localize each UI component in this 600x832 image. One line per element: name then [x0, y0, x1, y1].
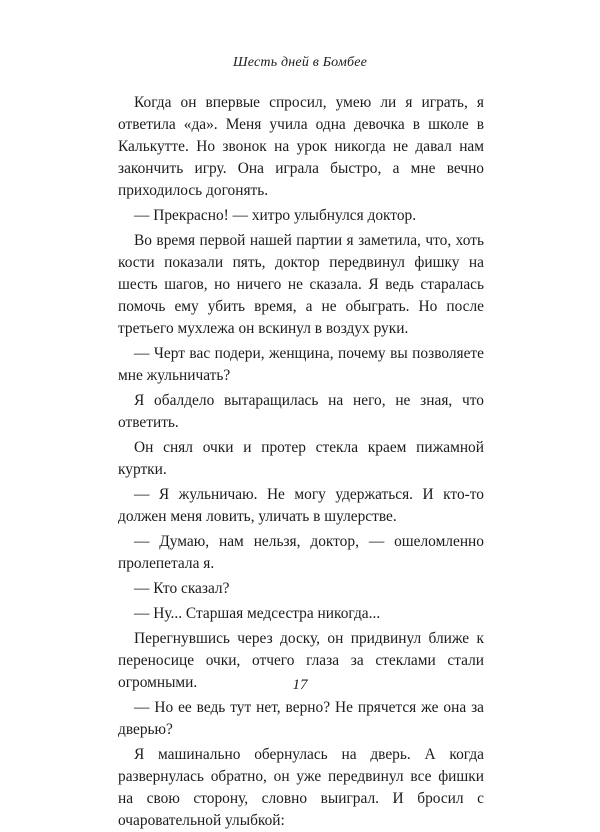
running-head: Шесть дней в Бомбее [232, 55, 368, 70]
paragraph: Перегнувшись через доску, он придвинул ближе к переносице очки, отчего глаза за стеклами стали огромными. [118, 630, 484, 691]
paragraph: Во время первой нашей партии я заметила, что, хоть кости показали пять, доктор передвинул фишку на шесть шагов, но ничего не сказала. Я ведь старалась помочь ему убить время, а не обыграть. Но после третьего мухлежа он вскинул в воздух руки. [118, 232, 484, 337]
paragraph: — Черт вас подери, женщина, почему вы позволяете мне жульничать? [118, 345, 484, 384]
paragraph: — Но ее ведь тут нет, верно? Не прячется же она за дверью? [118, 699, 484, 738]
paragraph: Я обалдело вытаращилась на него, не зная, что ответить. [118, 392, 484, 431]
paragraph: Когда он впервые спросил, умею ли я играть, я ответила «да». Меня учила одна девочка в школе в Калькутте. Но звонок на урок никогда не давал нам закончить игру. Она играла быстро, а мне вечно приходилось догонять. [118, 94, 484, 199]
paragraph: — Я жульничаю. Не могу удержаться. И кто-то должен меня ловить, уличать в шулерстве. [118, 486, 484, 525]
paragraph: — Кто сказал? [134, 580, 230, 597]
paragraph: Он снял очки и протер стекла краем пижамной куртки. [118, 439, 484, 478]
page-number: 17 [292, 677, 308, 693]
body-text [118, 92, 484, 832]
paragraph: Я машинально обернулась на дверь. А когда развернулась обратно, он уже передвинул все фишки на свою сторону, словно выиграл. И бросил с очаровательной улыбкой: [118, 746, 484, 829]
paragraph: — Прекрасно! — хитро улыбнулся доктор. [134, 207, 417, 224]
paragraph: — Ну... Старшая медсестра никогда... [134, 605, 381, 622]
paragraph: — Думаю, нам нельзя, доктор, — ошеломленно пролепетала я. [118, 533, 484, 572]
